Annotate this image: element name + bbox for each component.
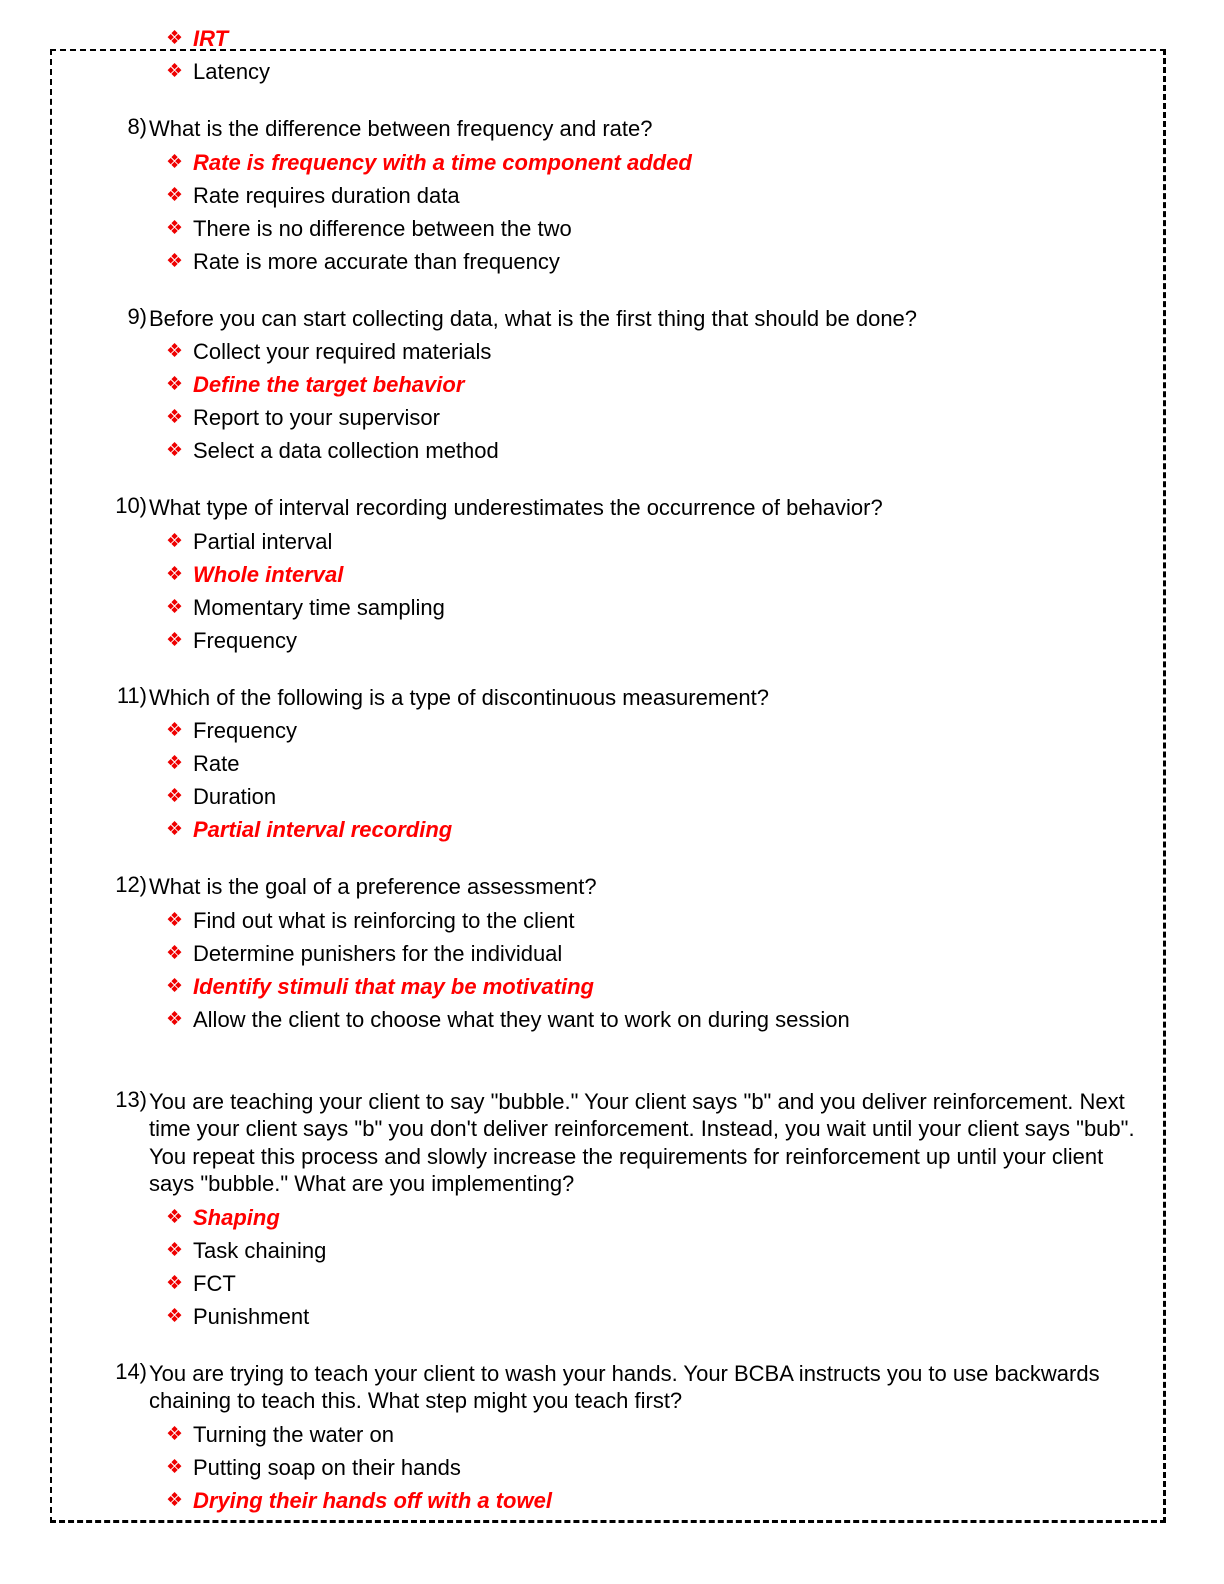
answer-option: [0, 904, 1224, 937]
answer-option: [0, 525, 1224, 558]
diamond-bullet-icon: ❖: [166, 909, 184, 931]
answer-option: [0, 245, 1224, 278]
question-number: 13): [115, 1086, 147, 1112]
question-text: What is the goal of a preference assessment?: [149, 874, 597, 899]
question-text: What is the difference between frequency and rate?: [149, 116, 653, 141]
answer-option-correct: [0, 813, 1224, 846]
diamond-bullet-icon: ❖: [166, 786, 184, 807]
option-text: Whole interval: [193, 561, 344, 587]
answer-option-correct: [0, 970, 1224, 1003]
quiz-content: [0, 22, 1224, 1517]
option-text: Task chaining: [193, 1237, 327, 1263]
diamond-bullet-icon: ❖: [166, 1305, 184, 1327]
option-text: Determine punishers for the individual: [193, 940, 563, 966]
answer-option: [0, 335, 1224, 368]
answer-option: [0, 212, 1224, 245]
answer-option: [0, 1418, 1224, 1451]
question-13: [0, 1086, 1224, 1201]
question-text: You are teaching your client to say "bubble." Your client says "b" and you deliver reinforcement. Next time your client says "b" you don't deliver reinforcement. Instead, you wait until your client says "bub". You repeat this process and slowly increase the requirements for reinforcement up until your client says "bubble." What are you implementing?: [149, 1088, 1135, 1196]
diamond-bullet-icon: ❖: [166, 250, 184, 272]
question-text: Which of the following is a type of discontinuous measurement?: [149, 684, 769, 710]
diamond-bullet-icon: ❖: [166, 530, 184, 552]
answer-option-correct: [0, 146, 1224, 179]
answer-option-correct: [0, 1484, 1224, 1517]
option-text: Rate: [193, 751, 240, 776]
option-text: FCT: [193, 1270, 236, 1296]
answer-option: [0, 1267, 1224, 1300]
diamond-bullet-icon: ❖: [166, 1423, 184, 1445]
diamond-bullet-icon: ❖: [166, 975, 184, 997]
option-text: Allow the client to choose what they want to work on during session: [193, 1006, 850, 1032]
diamond-bullet-icon: ❖: [166, 1456, 184, 1478]
diamond-bullet-icon: ❖: [166, 1272, 184, 1294]
diamond-bullet-icon: ❖: [166, 720, 184, 741]
diamond-bullet-icon: ❖: [166, 563, 184, 585]
question-text: What type of interval recording underestimates the occurrence of behavior?: [149, 495, 883, 520]
question-14: [0, 1358, 1224, 1418]
question-10: [0, 492, 1224, 525]
diamond-bullet-icon: ❖: [166, 629, 184, 651]
question-number: 12): [115, 872, 147, 897]
option-text: Partial interval: [193, 528, 333, 554]
answer-option-correct: [0, 22, 1224, 55]
option-text: There is no difference between the two: [193, 215, 572, 241]
option-text: Punishment: [193, 1303, 310, 1329]
answer-option: [0, 1234, 1224, 1267]
diamond-bullet-icon: ❖: [166, 942, 184, 964]
question-9: [0, 303, 1224, 336]
diamond-bullet-icon: ❖: [166, 407, 184, 428]
diamond-bullet-icon: ❖: [166, 151, 184, 173]
option-text: Rate is frequency with a time component added: [193, 149, 692, 175]
option-text: Duration: [193, 784, 277, 809]
answer-option: [0, 401, 1224, 434]
option-text: Define the target behavior: [193, 372, 465, 397]
answer-option: [0, 780, 1224, 813]
option-text: Momentary time sampling: [193, 594, 445, 620]
answer-option: [0, 714, 1224, 747]
diamond-bullet-icon: ❖: [166, 28, 184, 49]
answer-option: [0, 55, 1224, 88]
answer-option: [0, 1300, 1224, 1333]
option-text: Select a data collection method: [193, 438, 499, 463]
option-text: Drying their hands off with a towel: [193, 1487, 552, 1513]
question-text: You are trying to teach your client to wash your hands. Your BCBA instructs you to use backwards chaining to teach this. What step might you teach first?: [149, 1360, 1100, 1413]
diamond-bullet-icon: ❖: [166, 1008, 184, 1030]
question-number: 10): [115, 493, 147, 518]
diamond-bullet-icon: ❖: [166, 1239, 184, 1261]
option-text: Identify stimuli that may be motivating: [193, 973, 594, 999]
option-text: Putting soap on their hands: [193, 1454, 461, 1480]
diamond-bullet-icon: ❖: [166, 753, 184, 774]
answer-option: [0, 591, 1224, 624]
option-text: Shaping: [193, 1204, 280, 1230]
question-8: [0, 113, 1224, 146]
answer-option: [0, 1003, 1224, 1036]
option-text: Collect your required materials: [193, 339, 492, 364]
answer-option: [0, 624, 1224, 657]
answer-option-correct: [0, 1201, 1224, 1234]
answer-option-correct: [0, 368, 1224, 401]
option-text: Rate is more accurate than frequency: [193, 248, 560, 274]
diamond-bullet-icon: ❖: [166, 1206, 184, 1228]
question-11: [0, 682, 1224, 715]
answer-option: [0, 434, 1224, 467]
answer-option: [0, 937, 1224, 970]
question-number: 9): [127, 303, 147, 329]
question-number: 8): [127, 114, 147, 139]
diamond-bullet-icon: ❖: [166, 341, 184, 362]
diamond-bullet-icon: ❖: [166, 61, 184, 82]
diamond-bullet-icon: ❖: [166, 217, 184, 239]
option-text: Report to your supervisor: [193, 405, 440, 430]
diamond-bullet-icon: ❖: [166, 1489, 184, 1511]
question-number: 14): [115, 1358, 147, 1384]
option-text: Rate requires duration data: [193, 182, 460, 208]
question-number: 11): [116, 682, 147, 708]
answer-option: [0, 747, 1224, 780]
question-12: [0, 871, 1224, 904]
answer-option: [0, 1451, 1224, 1484]
diamond-bullet-icon: ❖: [166, 184, 184, 206]
answer-option: [0, 179, 1224, 212]
option-text: IRT: [193, 26, 229, 51]
option-text: Partial interval recording: [193, 817, 453, 842]
question-text: Before you can start collecting data, what is the first thing that should be done?: [149, 305, 918, 331]
diamond-bullet-icon: ❖: [166, 374, 184, 395]
option-text: Frequency: [193, 718, 297, 743]
diamond-bullet-icon: ❖: [166, 819, 184, 840]
option-text: Frequency: [193, 627, 297, 653]
option-text: Find out what is reinforcing to the client: [193, 907, 575, 933]
answer-option-correct: [0, 558, 1224, 591]
diamond-bullet-icon: ❖: [166, 596, 184, 618]
diamond-bullet-icon: ❖: [166, 440, 184, 461]
option-text: Turning the water on: [193, 1421, 394, 1447]
option-text: Latency: [193, 59, 271, 84]
